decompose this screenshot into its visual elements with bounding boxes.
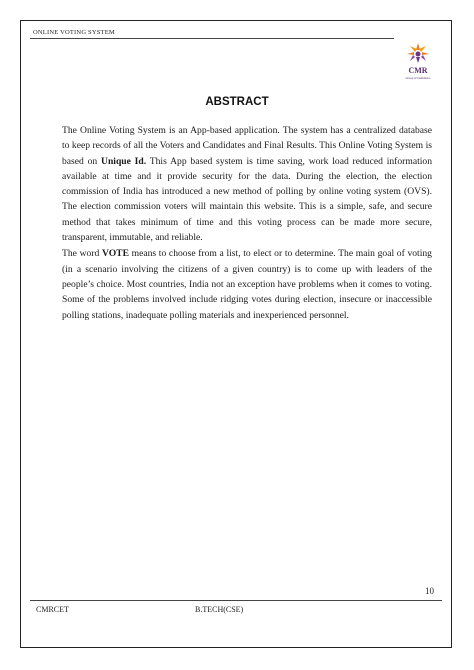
paragraph-1-bold: Unique Id. bbox=[101, 155, 147, 167]
abstract-heading: ABSTRACT bbox=[205, 96, 269, 108]
svg-text:Group of Institutions: Group of Institutions bbox=[405, 76, 431, 80]
svg-text:CMR: CMR bbox=[408, 66, 428, 75]
paragraph-2-text-a: The word bbox=[62, 248, 102, 260]
header-title: ONLINE VOTING SYSTEM bbox=[33, 29, 115, 36]
cmr-logo-icon bbox=[400, 40, 436, 80]
paragraph-1-text-b: This App based system is time saving, work load reduced information available at time and it provide security for the data. During the election, the election commission of India has introduced a new method of polling by online voting system (OVS). The election commission voters will maintain this website. This is a simple, safe, and secure method that takes minimum of time and this voting process can be made more secure, transparent, immutable, and reliable. bbox=[62, 155, 433, 244]
college-logo bbox=[400, 40, 436, 80]
footer-divider bbox=[30, 600, 442, 601]
footer-department: B.TECH(CSE) bbox=[195, 605, 244, 614]
header-divider bbox=[30, 38, 394, 39]
abstract-paragraph-2 bbox=[62, 246, 432, 322]
paragraph-2-bold: VOTE bbox=[101, 248, 129, 260]
footer-institution: CMRCET bbox=[36, 605, 69, 614]
paragraph-2-text-b: means to choose from a list, to elect or to determine. The main goal of voting (in a scenario involving the citizens of a given country) is to come up with leaders of the people’s choice. Most countries, India not an exception have problems when it comes to voting. Some of the problems involved include ridging votes during election, insecure or inaccessible polling stations, inadequate polling materials and inexperienced personnel. bbox=[62, 248, 432, 321]
abstract-body bbox=[62, 123, 432, 323]
page-number: 10 bbox=[425, 586, 434, 596]
page-border bbox=[20, 20, 452, 648]
abstract-paragraph-1 bbox=[62, 123, 432, 245]
paragraph-1-text-a: The Online Voting System is an App-based application. The system has a centralized database to keep records of all the Voters and Candidates and Final Results. This Online Voting System is based on bbox=[62, 125, 432, 167]
